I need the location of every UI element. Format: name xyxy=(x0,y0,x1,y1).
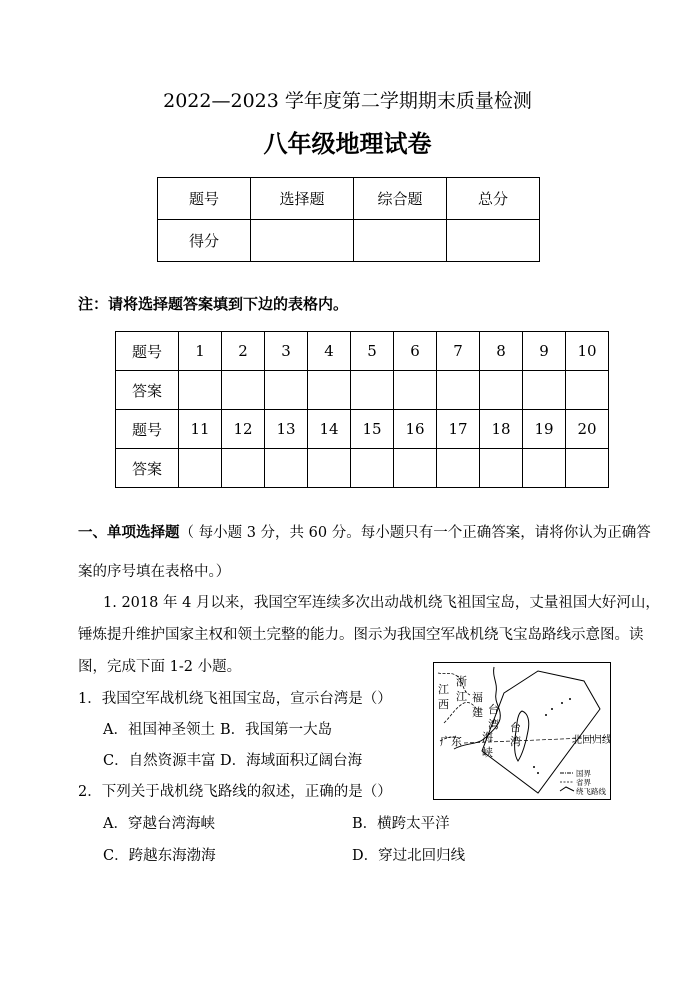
section-heading-instructions: （ 每小题 3 分，共 60 分。每小题只有一个正确答案，请将你认为正确答 xyxy=(179,525,651,541)
label-strait-4: 峡 xyxy=(482,746,493,759)
answer-row-label: 答案 xyxy=(116,371,179,410)
passage-line: 图，完成下面 1-2 小题。 xyxy=(78,659,242,675)
answer-row-label: 题号 xyxy=(116,410,179,449)
island-dot xyxy=(561,702,563,704)
score-header-number: 题号 xyxy=(158,178,251,220)
question-number: 7 xyxy=(437,332,480,371)
label-strait-1: 台 xyxy=(488,703,499,716)
answer-table xyxy=(115,331,609,488)
answer-cell[interactable] xyxy=(265,449,308,488)
question-number: 14 xyxy=(308,410,351,449)
answer-cell[interactable] xyxy=(351,449,394,488)
score-table xyxy=(157,177,540,262)
question-number: 19 xyxy=(523,410,566,449)
question-number: 18 xyxy=(480,410,523,449)
answer-row-label: 答案 xyxy=(116,449,179,488)
label-strait-2: 湾 xyxy=(488,718,499,731)
island-dot xyxy=(533,766,535,768)
answer-cell[interactable] xyxy=(437,449,480,488)
passage-line: 锤炼提升维护国家主权和领土完整的能力。图示为我国空军战机绕飞宝岛路线示意图。读 xyxy=(78,627,644,643)
question-number: 16 xyxy=(394,410,437,449)
passage-line: 1. 2018 年 4 月以来，我国空军连续多次出动战机绕飞祖国宝岛，丈量祖国大好河山， xyxy=(103,595,660,611)
question-number: 6 xyxy=(394,332,437,371)
answer-cell[interactable] xyxy=(523,449,566,488)
map-svg xyxy=(434,663,610,799)
score-header-choice: 选择题 xyxy=(251,178,354,220)
question-number: 2 xyxy=(222,332,265,371)
taiwan-route-map xyxy=(433,662,611,800)
island-dot xyxy=(537,772,539,774)
question-number: 12 xyxy=(222,410,265,449)
question-number: 11 xyxy=(179,410,222,449)
answer-cell[interactable] xyxy=(480,371,523,410)
question-number: 17 xyxy=(437,410,480,449)
section-heading xyxy=(78,523,651,543)
question-number: 8 xyxy=(480,332,523,371)
question-number: 20 xyxy=(566,410,609,449)
answer-row-label: 题号 xyxy=(116,332,179,371)
answer-cell[interactable] xyxy=(394,449,437,488)
answer-cell[interactable] xyxy=(480,449,523,488)
answer-cell[interactable] xyxy=(308,371,351,410)
answer-cell[interactable] xyxy=(437,371,480,410)
option-d[interactable]: D．海域面积辽阔台海 xyxy=(220,753,363,769)
question-number: 10 xyxy=(566,332,609,371)
island-dot xyxy=(569,698,571,700)
label-fujian-1: 福 xyxy=(472,691,483,704)
legend-route-symbol xyxy=(560,787,574,791)
label-jiangxi-2: 西 xyxy=(438,698,449,711)
label-tropic: 北回归线 xyxy=(572,735,610,746)
label-fujian-2: 建 xyxy=(472,706,483,719)
island-dot xyxy=(551,708,553,710)
answer-cell[interactable] xyxy=(222,371,265,410)
label-taiwan-2: 湾 xyxy=(510,735,521,748)
option-c[interactable]: C．自然资源丰富 xyxy=(103,753,216,769)
answer-cell[interactable] xyxy=(179,371,222,410)
score-cell[interactable] xyxy=(251,220,354,262)
section-heading-title: 一、单项选择题 xyxy=(78,524,180,541)
legend-border-label: 国界 xyxy=(576,769,591,778)
score-cell[interactable] xyxy=(447,220,540,262)
legend-province-label: 省界 xyxy=(576,778,591,787)
answer-cell[interactable] xyxy=(566,371,609,410)
question-number: 4 xyxy=(308,332,351,371)
question-number: 9 xyxy=(523,332,566,371)
label-strait-3: 海 xyxy=(482,731,493,744)
question-stem: 1．我国空军战机绕飞祖国宝岛，宣示台湾是（） xyxy=(78,691,392,707)
option-b[interactable]: B．我国第一大岛 xyxy=(220,722,333,738)
answer-cell[interactable] xyxy=(265,371,308,410)
option-a[interactable]: A．穿越台湾海峡 xyxy=(103,816,215,832)
answer-cell[interactable] xyxy=(179,449,222,488)
option-a[interactable]: A．祖国神圣领土 xyxy=(103,722,215,738)
score-cell[interactable] xyxy=(354,220,447,262)
question-number: 15 xyxy=(351,410,394,449)
label-jiangxi-1: 江 xyxy=(438,683,449,696)
answer-cell[interactable] xyxy=(523,371,566,410)
question-number: 1 xyxy=(179,332,222,371)
question-number: 3 xyxy=(265,332,308,371)
exam-title: 八年级地理试卷 xyxy=(263,130,432,158)
answer-note: 注：请将选择题答案填到下边的表格内。 xyxy=(78,295,349,313)
answer-cell[interactable] xyxy=(566,449,609,488)
question-number: 13 xyxy=(265,410,308,449)
answer-cell[interactable] xyxy=(351,371,394,410)
legend-route-label: 绕飞路线 xyxy=(576,787,606,796)
option-d[interactable]: D．穿过北回归线 xyxy=(352,848,466,864)
exam-title-line1: 2022—2023 学年度第二学期期末质量检测 xyxy=(163,90,532,112)
score-header-total: 总分 xyxy=(447,178,540,220)
label-zhejiang-2: 江 xyxy=(456,690,467,703)
answer-cell[interactable] xyxy=(394,371,437,410)
question-stem: 2．下列关于战机绕飞路线的叙述，正确的是（） xyxy=(78,784,392,800)
score-header-comprehensive: 综合题 xyxy=(354,178,447,220)
score-row-label: 得分 xyxy=(158,220,251,262)
label-taiwan-1: 台 xyxy=(510,721,521,734)
option-b[interactable]: B．横跨太平洋 xyxy=(352,816,450,832)
question-number: 5 xyxy=(351,332,394,371)
label-zhejiang-1: 浙 xyxy=(456,675,467,688)
label-guangdong: 广东 xyxy=(440,735,462,748)
island-dot xyxy=(545,714,547,716)
answer-cell[interactable] xyxy=(222,449,265,488)
option-c[interactable]: C．跨越东海渤海 xyxy=(103,848,216,864)
section-heading-line2: 案的序号填在表格中。） xyxy=(78,564,231,580)
answer-cell[interactable] xyxy=(308,449,351,488)
